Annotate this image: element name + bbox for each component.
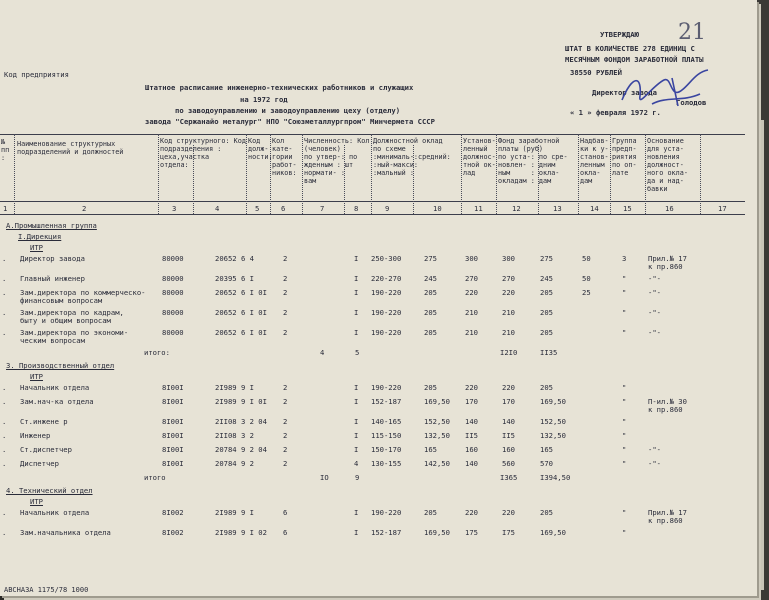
table-cell: 140 <box>502 417 515 426</box>
col-divider <box>246 134 247 214</box>
column-number: 4 <box>215 204 220 213</box>
table-cell: 2I989 9 I 0I <box>215 397 267 406</box>
table-cell: 2I989 9 I <box>215 383 254 392</box>
column-number: 8 <box>354 204 359 213</box>
table-cell: 132,50 <box>424 431 450 440</box>
doc-title: Штатное расписание инженерно-технических работников и служащих <box>145 83 414 92</box>
table-cell: . <box>2 508 7 517</box>
table-cell: 210 <box>465 328 478 337</box>
col-divider <box>578 134 579 214</box>
section-heading: ИТР <box>30 372 43 381</box>
col-divider <box>14 134 15 214</box>
table-cell: 245 <box>424 274 437 283</box>
table-cell: 190-220 <box>371 508 402 517</box>
table-cell: Прил.№ 17 к пр.860 <box>648 508 687 525</box>
table-cell: 205 <box>424 328 437 337</box>
table-cell: 2 <box>283 328 288 337</box>
column-number: 3 <box>172 204 177 213</box>
table-cell: 169,50 <box>540 397 566 406</box>
col-divider <box>461 134 462 214</box>
table-cell: Прил.№ 17 к пр.860 <box>648 254 687 271</box>
table-cell: 2I989 9 I 02 <box>215 528 267 537</box>
table-cell: 2I989 9 I <box>215 508 254 517</box>
table-cell: 205 <box>424 288 437 297</box>
col-header-16: Основание для уста- новления должност- ного окла- да и над- бавки <box>647 137 688 193</box>
table-cell: Зам.начальника отдела <box>20 528 111 537</box>
table-cell: 205 <box>540 328 553 337</box>
table-cell: " <box>622 308 627 317</box>
table-cell: 210 <box>465 308 478 317</box>
table-cell: 20395 6 I <box>215 274 254 283</box>
table-cell: 270 <box>465 274 478 283</box>
signature <box>612 66 722 112</box>
enterprise-code-label: Код предприятия <box>4 70 69 79</box>
approval-line-3: 38550 РУБЛЕЙ <box>570 68 622 77</box>
column-number: 11 <box>474 204 483 213</box>
table-cell: 50 <box>582 254 591 263</box>
table-cell: 2 <box>283 397 288 406</box>
table-cell: Зам.нач-ка отдела <box>20 397 94 406</box>
table-cell: Диспетчер <box>20 459 59 468</box>
table-cell: Директор завода <box>20 254 85 263</box>
table-cell: I <box>354 417 359 426</box>
table-cell: 270 <box>502 274 515 283</box>
table-cell: . <box>2 383 7 392</box>
column-number: 16 <box>665 204 674 213</box>
column-number: 17 <box>718 204 727 213</box>
table-cell: I <box>354 254 359 263</box>
table-cell: I <box>354 383 359 392</box>
table-cell: 8I00I <box>162 417 184 426</box>
approval-line-1: ШТАТ В КОЛИЧЕСТВЕ 278 ЕДИНИЦ С <box>565 44 695 53</box>
table-cell: -"- <box>648 445 661 454</box>
table-cell: " <box>622 417 627 426</box>
table-cell: I <box>354 308 359 317</box>
table-cell: . <box>2 397 7 406</box>
approval-name: Голодов <box>676 98 707 107</box>
table-cell: " <box>622 383 627 392</box>
table-cell: 20652 6 4 <box>215 254 254 263</box>
column-number: 15 <box>623 204 632 213</box>
table-cell: 205 <box>540 383 553 392</box>
table-cell: 140 <box>465 417 478 426</box>
table-cell: 152,50 <box>540 417 566 426</box>
table-cell: 2II08 3 2 <box>215 431 254 440</box>
table-cell: 150-170 <box>371 445 402 454</box>
table-cell: 25 <box>582 288 591 297</box>
column-number-rule <box>0 214 745 215</box>
table-cell: 190-220 <box>371 288 402 297</box>
table-cell: Зам.директора по коммерческо- финансовым вопросам <box>20 288 146 305</box>
table-cell: 20784 9 2 04 <box>215 445 267 454</box>
table-cell: 80000 <box>162 288 184 297</box>
table-cell: I <box>354 508 359 517</box>
table-cell: . <box>2 417 7 426</box>
column-number: 5 <box>255 204 260 213</box>
table-cell: Начальник отдела <box>20 383 90 392</box>
total-cell: 4 <box>320 348 325 357</box>
col-header-2: Наименование структурных подразделений и должностей <box>17 140 124 156</box>
table-cell: 300 <box>502 254 515 263</box>
table-cell: " <box>622 397 627 406</box>
table-cell: Инженер <box>20 431 51 440</box>
table-cell: II5 <box>502 431 515 440</box>
doc-year: на 1972 год <box>240 95 288 104</box>
table-cell: " <box>622 288 627 297</box>
table-cell: 8I002 <box>162 528 184 537</box>
col-divider <box>158 134 159 214</box>
table-cell: " <box>622 508 627 517</box>
col-header-12-13: Фонд заработной платы (руб) по уста-: по сре- новлен- : дним ным : окла- окладам : дам <box>498 137 568 185</box>
col-header-5: Код долж- ности: <box>248 137 273 161</box>
table-cell: . <box>2 431 7 440</box>
table-cell: 2 <box>283 254 288 263</box>
total-cell: I2I0 <box>500 348 518 357</box>
table-cell: 2 <box>283 383 288 392</box>
table-cell: 220 <box>502 383 515 392</box>
table-cell: 8I00I <box>162 383 184 392</box>
table-cell: " <box>622 528 627 537</box>
table-cell: 152-187 <box>371 528 402 537</box>
table-cell: . <box>2 274 7 283</box>
column-number: 14 <box>590 204 599 213</box>
table-cell: -"- <box>648 459 661 468</box>
table-cell: 20652 6 I 0I <box>215 328 267 337</box>
column-number: 13 <box>553 204 562 213</box>
col-header-3-4: Код структурного: Код подразделения : цеха,участка отдела: <box>160 137 246 169</box>
table-cell: 130-155 <box>371 459 402 468</box>
table-cell: 2 <box>283 431 288 440</box>
background-sheet <box>757 120 764 590</box>
table-cell: Зам.директора по экономи- ческим вопросам <box>20 328 129 345</box>
col-header-7-8: Численность: Кол (человек) по утвер-: по жденным : шт нормати- : вам <box>304 137 370 185</box>
col-header-11: Установ- ленный должнос- тной ок- лад <box>463 137 496 177</box>
table-cell: 152-187 <box>371 397 402 406</box>
table-cell: -"- <box>648 328 661 337</box>
table-cell: 250-300 <box>371 254 402 263</box>
table-cell: . <box>2 288 7 297</box>
total-cell: 9 <box>355 473 360 482</box>
total-cell: 5 <box>355 348 360 357</box>
table-cell: 2 <box>283 417 288 426</box>
table-cell: 80000 <box>162 308 184 317</box>
col-divider <box>610 134 611 214</box>
table-cell: -"- <box>648 308 661 317</box>
table-cell: 175 <box>465 528 478 537</box>
table-cell: . <box>2 254 7 263</box>
table-cell: . <box>2 528 7 537</box>
total-cell: II35 <box>540 348 558 357</box>
table-cell: " <box>622 459 627 468</box>
column-number: 2 <box>82 204 87 213</box>
table-cell: 170 <box>465 397 478 406</box>
col-header-6: Кол кате- гории работ- ников: <box>272 137 297 177</box>
approval-date: « 1 » февраля 1972 г. <box>570 108 661 117</box>
total-label: итого: <box>144 348 170 357</box>
table-cell: 190-220 <box>371 383 402 392</box>
table-cell: 220 <box>465 383 478 392</box>
table-cell: 205 <box>540 508 553 517</box>
table-cell: 220 <box>502 288 515 297</box>
total-cell: IO <box>320 473 329 482</box>
table-cell: 8I00I <box>162 445 184 454</box>
section-heading: А.Промышленная группа <box>6 221 97 230</box>
table-cell: П-ил.№ 30 к пр.860 <box>648 397 687 414</box>
table-cell: 205 <box>540 288 553 297</box>
table-cell: 190-220 <box>371 308 402 317</box>
table-cell: I <box>354 274 359 283</box>
table-cell: 140 <box>465 459 478 468</box>
table-cell: Ст.инжене р <box>20 417 68 426</box>
table-cell: 169,50 <box>424 528 450 537</box>
table-cell: 115-150 <box>371 431 402 440</box>
doc-department: по заводоуправлению и заводоуправлению цеху (отделу) <box>175 106 401 115</box>
table-cell: 8I00I <box>162 431 184 440</box>
column-number: 9 <box>385 204 390 213</box>
col-divider <box>371 134 372 214</box>
column-number: 10 <box>433 204 442 213</box>
table-cell: I <box>354 528 359 537</box>
section-heading: 3. Производственный отдел <box>6 361 115 370</box>
table-cell: 570 <box>540 459 553 468</box>
table-cell: " <box>622 431 627 440</box>
table-cell: . <box>2 445 7 454</box>
table-cell: 205 <box>424 308 437 317</box>
table-cell: 190-220 <box>371 328 402 337</box>
table-cell: " <box>622 445 627 454</box>
table-cell: I <box>354 431 359 440</box>
table-cell: 4 <box>354 459 359 468</box>
table-cell: 560 <box>502 459 515 468</box>
header-bottom-rule <box>0 201 745 202</box>
table-cell: 2 <box>283 445 288 454</box>
table-cell: 210 <box>502 308 515 317</box>
doc-plant: завода "Сержанайо металург" НПО "Союзметаллургпром" Минчермета СССР <box>145 117 435 126</box>
section-heading: 4. Технический отдел <box>6 486 93 495</box>
table-cell: 152,50 <box>424 417 450 426</box>
table-cell: 220 <box>465 508 478 517</box>
table-cell: I <box>354 328 359 337</box>
section-heading: I.Дирекция <box>18 232 62 241</box>
table-cell: 20652 6 I 0I <box>215 308 267 317</box>
table-cell: 2 <box>283 288 288 297</box>
col-divider <box>496 134 497 214</box>
table-cell: Зам.директора по кадрам, быту и общим вопросам <box>20 308 124 325</box>
section-heading: ИТР <box>30 497 43 506</box>
total-cell: I365 <box>500 473 518 482</box>
column-number: 7 <box>320 204 325 213</box>
table-cell: 275 <box>424 254 437 263</box>
table-cell: 8I00I <box>162 459 184 468</box>
col-divider <box>645 134 646 214</box>
table-cell: 20652 6 I 0I <box>215 288 267 297</box>
table-cell: II5 <box>465 431 478 440</box>
archive-stamp: АВСНАЗА 1175/78 1000 <box>4 586 89 594</box>
table-cell: I <box>354 288 359 297</box>
col-divider <box>700 134 701 214</box>
table-cell: 220 <box>502 508 515 517</box>
table-cell: 205 <box>540 308 553 317</box>
table-cell: 2 <box>283 308 288 317</box>
col-divider <box>302 134 303 214</box>
table-cell: 165 <box>424 445 437 454</box>
table-cell: -"- <box>648 288 661 297</box>
table-cell: 275 <box>540 254 553 263</box>
table-cell: 170 <box>502 397 515 406</box>
approval-director: Директор завода <box>592 88 657 97</box>
table-cell: 165 <box>540 445 553 454</box>
section-heading: ИТР <box>30 243 43 252</box>
total-label: итого <box>144 473 166 482</box>
table-cell: 142,50 <box>424 459 450 468</box>
approval-title: УТВЕРЖДАЮ <box>600 30 639 39</box>
table-cell: 6 <box>283 528 288 537</box>
table-cell: 220-270 <box>371 274 402 283</box>
table-cell: 169,50 <box>540 528 566 537</box>
col-header-9-10: Должностной оклад по схеме :минималь-:средний: :ный-макси: :мальный : <box>373 137 451 177</box>
table-cell: 80000 <box>162 328 184 337</box>
table-cell: 300 <box>465 254 478 263</box>
column-number: 6 <box>281 204 286 213</box>
col-header-1: № пп : <box>1 138 10 162</box>
table-cell: " <box>622 328 627 337</box>
table-cell: 3 <box>622 254 627 263</box>
table-cell: 2 <box>283 274 288 283</box>
table-cell: Главный инженер <box>20 274 85 283</box>
table-cell: 220 <box>465 288 478 297</box>
table-cell: . <box>2 328 7 337</box>
column-number: 12 <box>512 204 521 213</box>
table-cell: 80000 <box>162 274 184 283</box>
table-cell: 2 <box>283 459 288 468</box>
table-cell: 245 <box>540 274 553 283</box>
table-cell: 20784 9 2 <box>215 459 254 468</box>
total-cell: I394,50 <box>540 473 571 482</box>
table-cell: 2II08 3 2 04 <box>215 417 267 426</box>
table-cell: 205 <box>424 508 437 517</box>
table-cell: . <box>2 459 7 468</box>
table-cell: Ст.диспетчер <box>20 445 72 454</box>
table-cell: 160 <box>465 445 478 454</box>
table-cell: . <box>2 308 7 317</box>
table-cell: 8I00I <box>162 397 184 406</box>
table-cell: 50 <box>582 274 591 283</box>
col-header-15: Группа предп- риятия по оп- лате <box>612 137 637 177</box>
table-cell: I <box>354 397 359 406</box>
table-cell: 8I002 <box>162 508 184 517</box>
table-cell: 140-165 <box>371 417 402 426</box>
table-cell: 205 <box>424 383 437 392</box>
table-cell: 210 <box>502 328 515 337</box>
table-cell: 169,50 <box>424 397 450 406</box>
table-cell: 80000 <box>162 254 184 263</box>
table-cell: -"- <box>648 274 661 283</box>
table-cell: 160 <box>502 445 515 454</box>
table-cell: 132,50 <box>540 431 566 440</box>
column-number: 1 <box>3 204 8 213</box>
table-top-rule <box>0 134 745 135</box>
table-cell: " <box>622 274 627 283</box>
col-header-14: Надбав- ки к у- станов- ленным окла- дам <box>580 137 609 185</box>
table-cell: I <box>354 445 359 454</box>
approval-line-2: МЕСЯЧНЫМ ФОНДОМ ЗАРАБОТНОЙ ПЛАТЫ <box>565 55 704 64</box>
table-cell: 6 <box>283 508 288 517</box>
table-cell: Начальник отдела <box>20 508 90 517</box>
page-number: 21 <box>678 20 706 45</box>
table-cell: I75 <box>502 528 515 537</box>
